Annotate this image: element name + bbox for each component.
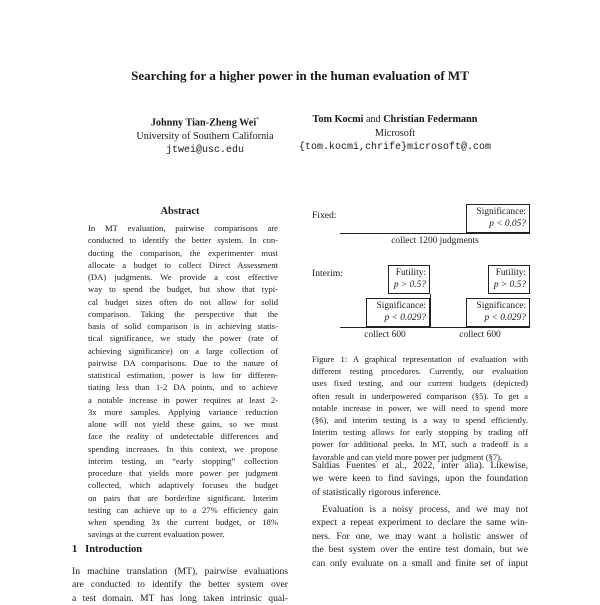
- futility-label: Futility:: [495, 268, 526, 278]
- futility-label: Futility:: [395, 268, 426, 278]
- text-line: In MT evaluation, pairwise comparisons are: [88, 223, 278, 233]
- text-line: often result in underpowered comparison (§5). To get a: [312, 390, 528, 401]
- text-line: Evaluation is a noisy process, and we may not: [322, 504, 528, 515]
- figure-1: [306, 200, 536, 346]
- text-line: Interim testing allows for early stopping by trading off: [312, 427, 528, 438]
- author-affiliation: Microsoft: [374, 128, 416, 139]
- paper-title: Searching for a higher power in the human evaluation of MT: [131, 68, 469, 83]
- text-line: when spending 3x the current budget, or 18%: [88, 517, 278, 527]
- text-line: are conducted to identify the better system over: [72, 579, 288, 591]
- interim-divider: [430, 294, 431, 328]
- text-line: we were keen to find savings, upon the foundation: [312, 473, 528, 485]
- author-email: jtwei@usc.edu: [165, 145, 244, 157]
- text-line: pairwise DA comparisons. Due to the nature of: [88, 357, 278, 368]
- section-number: 1: [72, 544, 78, 555]
- author-name: Christian Federmann: [383, 114, 478, 125]
- text-line: conducted to identify the better system. In con-: [88, 235, 278, 246]
- text-line: a test domain. MT has long taken intrinsic qual-: [72, 592, 288, 604]
- text-line: Saldías Fuentes et al., 2022, inter alia). Likewise,: [312, 460, 528, 471]
- text-line: achieving significance) on a large collection of: [88, 345, 278, 356]
- text-line: notable increase in power, we will need to spend more: [312, 402, 528, 413]
- futility-box-1: [388, 265, 430, 294]
- text-line: tiating less than 1-2 DA points, and to achieve: [88, 382, 278, 393]
- text-line: 3x more samples. Applying variance reduction: [88, 406, 278, 417]
- text-line: ners. For one, we may want a holistic answer of: [312, 530, 528, 542]
- text-line: expect a repeat experiment to declare the same win-: [312, 517, 528, 529]
- author-email: {tom.kocmi,chrife}microsoft@.com: [298, 142, 492, 153]
- text-line: tical significance, we study the power (rate of: [88, 333, 278, 344]
- text-line: power for additional peeks. In MT, such a tradeoff is a: [312, 439, 528, 450]
- significance-box-interim-1: [366, 298, 430, 327]
- text-line: savings at the current evaluation power.: [88, 529, 225, 540]
- significance-expression: p < 0.05?: [489, 219, 526, 229]
- right-paragraph-1: [312, 459, 528, 499]
- text-line: interim testing, an “early stopping” collection: [88, 455, 278, 466]
- author-conjunction: and: [365, 114, 381, 125]
- abstract-heading: Abstract: [160, 206, 200, 217]
- text-line: procedure that yields more power per judgment: [88, 468, 278, 478]
- text-line: a notable increase in power requires at least 2-: [88, 394, 278, 405]
- text-line: of statistically rigorous inference.: [312, 486, 441, 498]
- futility-box-2: [488, 265, 530, 294]
- significance-label: Significance:: [476, 207, 526, 217]
- figure-caption: [312, 353, 528, 463]
- futility-expression: p > 0.5?: [493, 280, 526, 290]
- text-line: (DA) judgments. We provide a cost effective: [88, 272, 278, 282]
- text-line: (§6), and interim testing is a way to spend efficiently.: [312, 414, 528, 425]
- author-name: Tom Kocmi: [312, 114, 364, 125]
- fixed-label: Fixed:: [312, 210, 337, 221]
- collect-600-first: collect 600: [364, 330, 406, 340]
- text-line: statistical estimation, power is low for differen-: [88, 370, 278, 380]
- text-line: In machine translation (MT), pairwise evaluations: [72, 566, 288, 577]
- text-line: way to spend the budget, but show that typi-: [88, 284, 278, 295]
- author-block-right: [282, 113, 508, 155]
- fixed-timeline: [340, 233, 530, 234]
- text-line: comparison. Taking the perspective that the: [88, 308, 278, 319]
- text-line: alone will not yield these gains, so we must: [88, 419, 278, 429]
- text-line: basis of solid comparison is in achieving statis-: [88, 321, 278, 331]
- text-line: Figure 1: A graphical representation of evaluation with: [312, 354, 528, 364]
- significance-label: Significance:: [476, 301, 526, 311]
- text-line: allocate a budget to collect Direct Assessment: [88, 259, 278, 270]
- introduction-body: [72, 565, 288, 605]
- text-line: can only evaluate on a small and finite set of input: [312, 557, 528, 569]
- text-line: spending increases. In this context, we propose: [88, 443, 278, 454]
- text-line: the best system over the entire test domain, but we: [312, 544, 528, 556]
- author-block-left: [110, 113, 300, 158]
- interim-timeline: [340, 327, 530, 328]
- futility-expression: p > 0.5?: [393, 280, 426, 290]
- significance-box-fixed: [466, 204, 530, 233]
- text-line: favorable and can yield more power per judgment (§7).: [312, 451, 503, 462]
- section-heading: [72, 544, 142, 555]
- section-title: Introduction: [85, 544, 143, 555]
- text-line: on pairs that are borderline significant. Interim: [88, 492, 278, 503]
- collect-fixed-label: collect 1200 judgments: [391, 236, 479, 246]
- author-affiliation: University of Southern California: [136, 131, 274, 143]
- right-paragraph-2: [312, 503, 528, 570]
- text-line: collected, which adaptively focuses the budget: [88, 480, 278, 491]
- text-line: cal budget sizes often do not allow for solid: [88, 296, 278, 307]
- text-line: face the reality of undetectable differences and: [88, 431, 278, 442]
- significance-box-interim-2: [466, 298, 530, 327]
- text-line: uses fixed testing, and our current budgets (depicted): [312, 378, 528, 389]
- text-line: different testing procedures. Currently, our evaluation: [312, 366, 528, 377]
- text-line: ducting the comparison, the experimenter must: [88, 247, 278, 258]
- author-footnote-mark: *: [256, 117, 260, 123]
- abstract-body: [88, 222, 278, 541]
- significance-expression: p < 0.029?: [484, 313, 526, 323]
- interim-label: Interim:: [312, 268, 343, 279]
- significance-expression: p < 0.029?: [384, 313, 426, 323]
- author-name: Johnny Tian-Zheng Wei: [150, 117, 257, 129]
- text-line: testing can achieve up to a 27% efficiency gain: [88, 504, 278, 515]
- collect-600-second: collect 600: [459, 330, 501, 340]
- significance-label: Significance:: [376, 301, 426, 311]
